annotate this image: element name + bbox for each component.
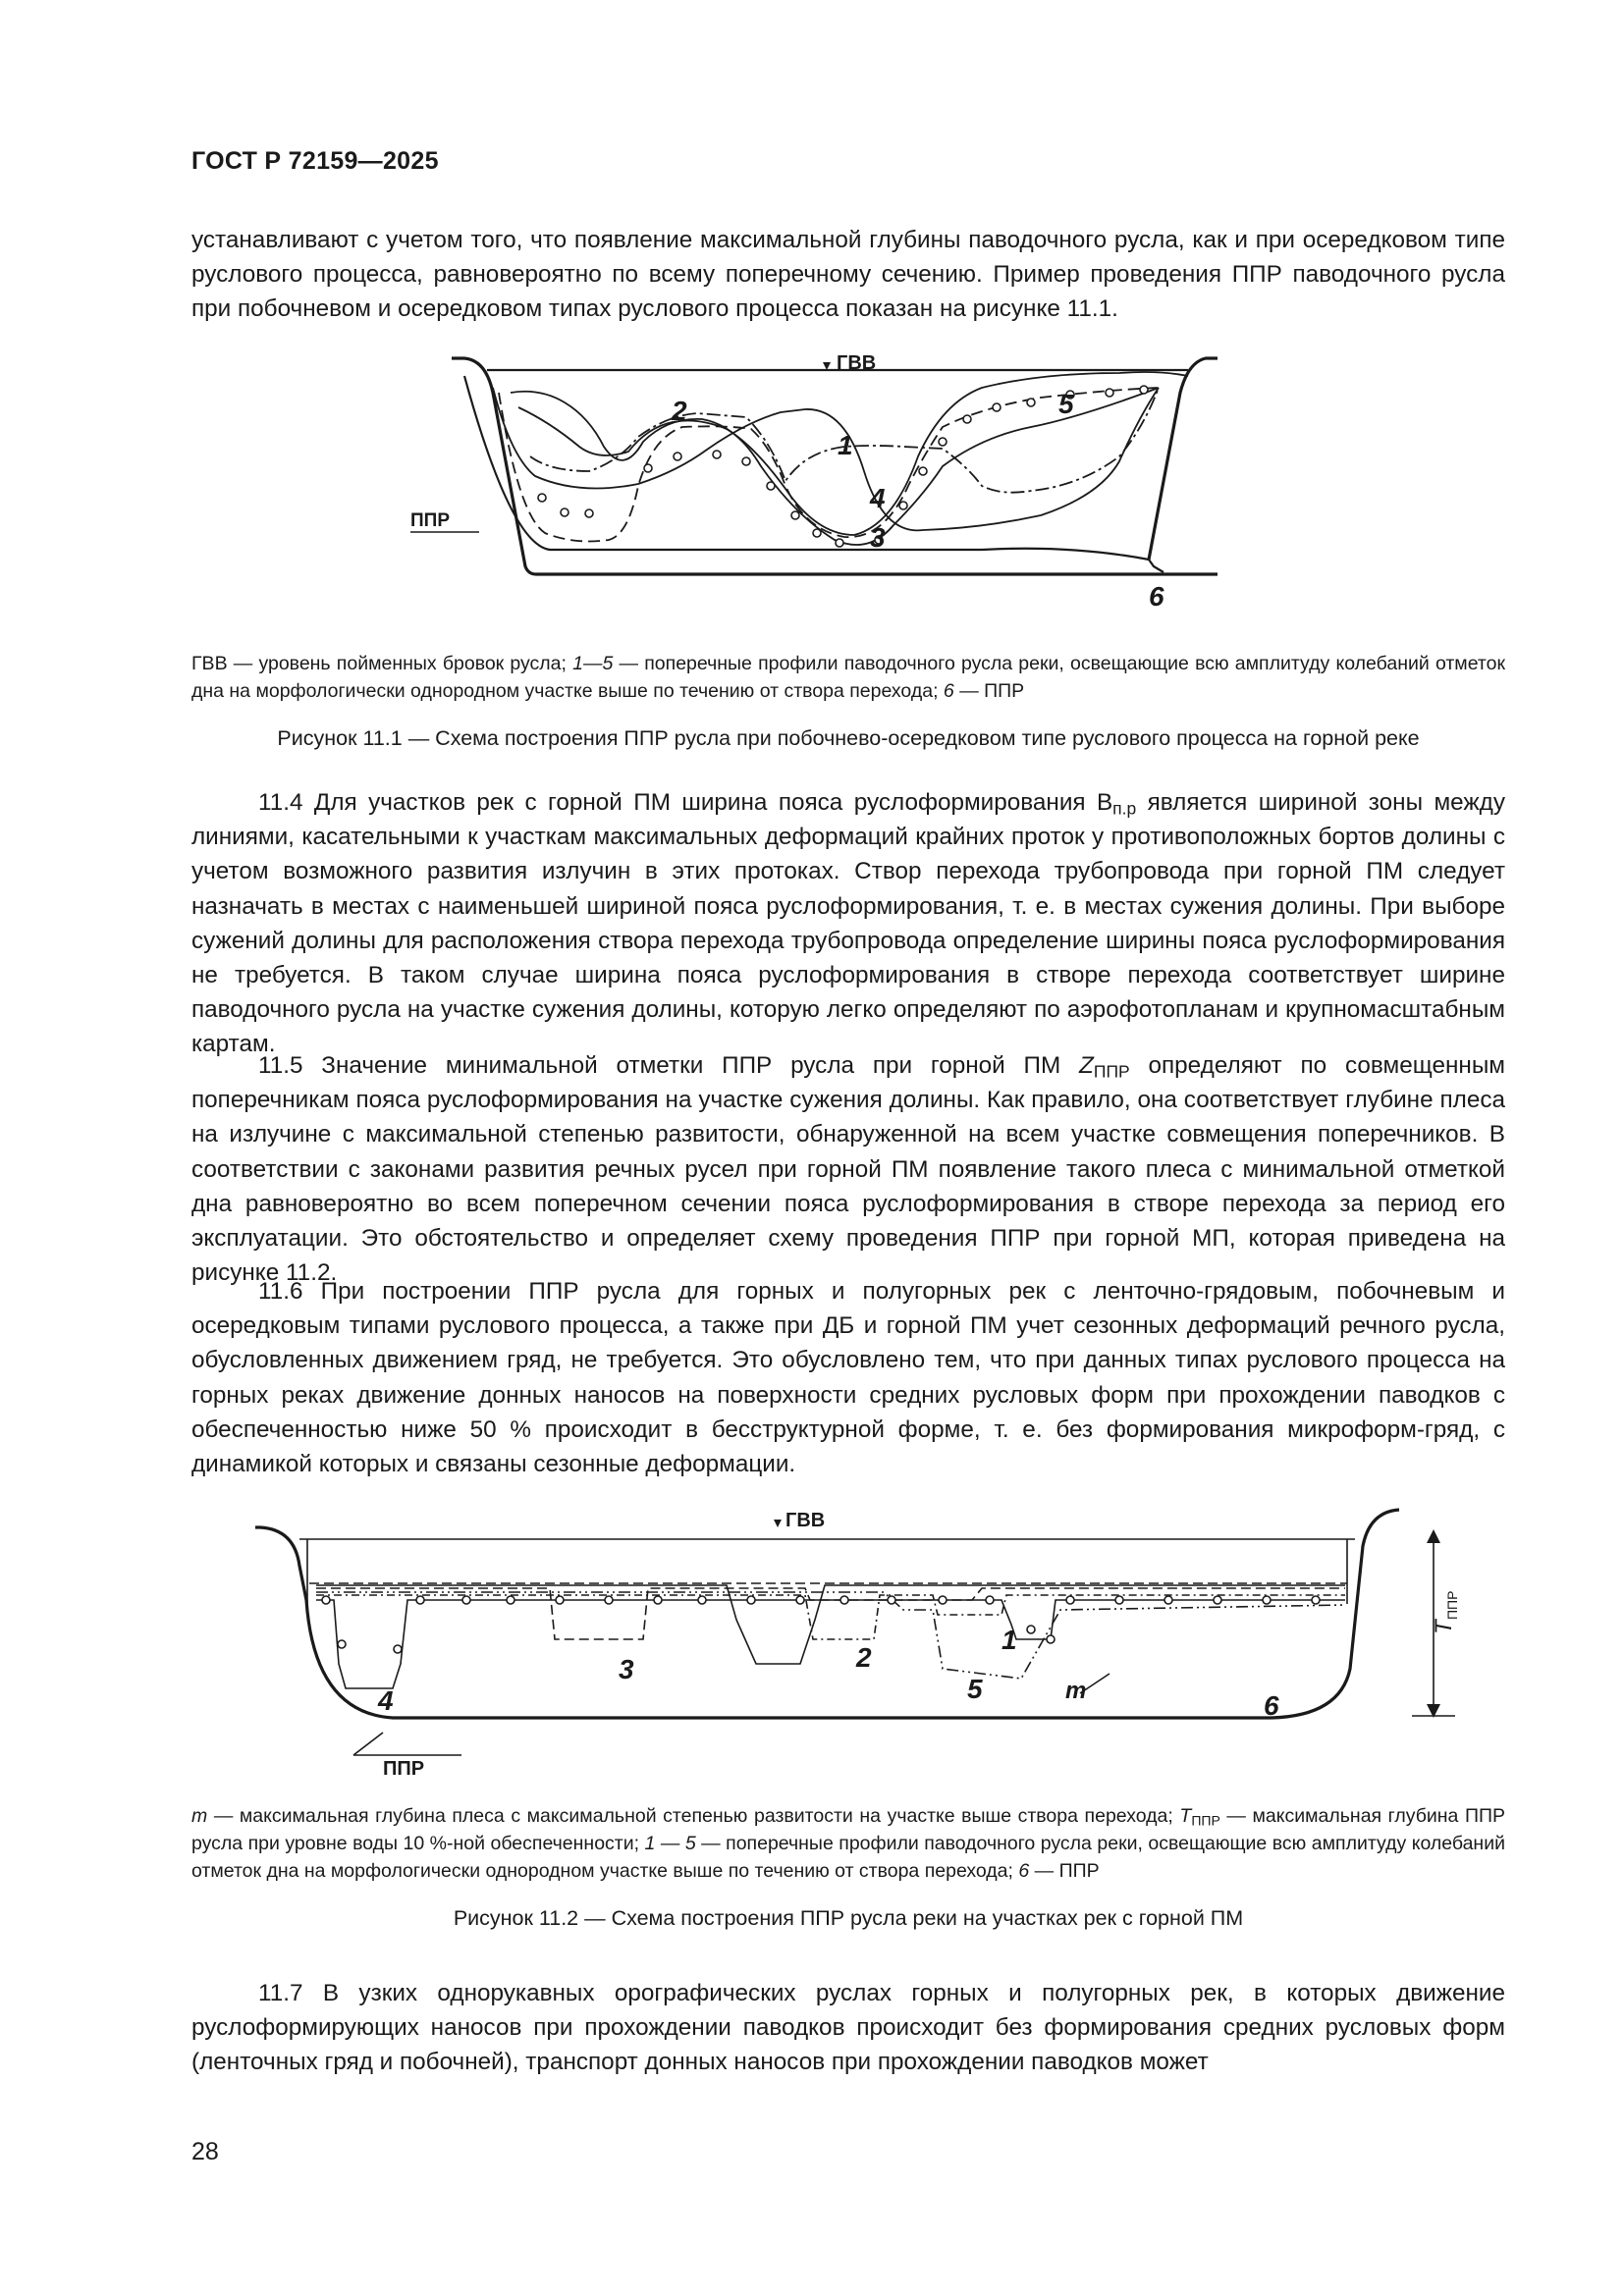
figure-11-1-legend: ГВВ — уровень пойменных бровок русла; 1—5 — поперечные профили паводочного русла реки, освещающие всю амплитуду колебаний отметок дна на морфологически однородном участке выше по течению от створа перехода; 6 — ППР — [191, 653, 1505, 702]
fig1-profile-label-6: 6 — [1149, 581, 1164, 612]
fig2-profile-label-6: 6 — [1264, 1690, 1279, 1721]
fig2-ppr-label: ППР — [383, 1758, 425, 1780]
fig2-bank-left — [255, 1510, 1399, 1718]
fig2-m-label: m — [1065, 1678, 1087, 1704]
fig1-profile-label-2: 2 — [672, 396, 687, 426]
svg-text:ППР: ППР — [1444, 1590, 1460, 1620]
fig2-gvv-marker — [774, 1520, 782, 1527]
paragraph-11-5: 11.5 Значение минимальной отметки ППР русла при горной ПМ $Z_{ППР}$ определяют по совмещенным поперечникам пояса руслоформирования на участке сужения долины. Как правило, она соответствует глубине плеса на излучине с максимальной степенью развитости, обнаруженной на всем участке совмещения поперечников. В соответствии с законами развития речных русел при горной ПМ появление такого плеса с минимальной отметкой дна равновероятно во всем поперечном сечении пояса руслоформирования в створе перехода за период его эксплуатации. Это обстоятельство и определяет схему проведения ППР при горной МП, которая приведена на рисунке 11.2. — [191, 1052, 1505, 1287]
fig2-profile-label-2: 2 — [856, 1642, 872, 1673]
figure-11-1 — [410, 348, 1237, 633]
paragraph-11-4: 11.4 Для участков рек с горной ПМ ширина пояса руслоформирования $В_{п.р}$ является шириной зоны между линиями, касательными к участкам максимальных деформаций крайних проток у противоположных бортов долины с учетом возможного развития излучин в этих протоках. Створ перехода трубопровода при горной ПМ следует назначать в местах с наименьшей шириной пояса руслоформирования, т. е. в местах сужения долины. При выборе сужений долины для расположения створа перехода трубопровода определение ширины пояса руслоформирования не требуется. В таком случае ширина пояса руслоформирования в створе перехода соответствует ширине паводочного русла на участке сужения долины, которую легко определяют по аэрофотопланам и крупномасштабным картам. — [191, 789, 1505, 1058]
svg-text:T: T — [1431, 1620, 1457, 1634]
fig1-ppr-label: ППР — [410, 510, 450, 531]
fig2-profile-4 — [316, 1600, 1345, 1688]
fig2-profile-5 — [316, 1592, 1345, 1679]
fig1-profile-label-1: 1 — [838, 430, 853, 460]
figure-11-2-caption: Рисунок 11.2 — Схема построения ППР русла реки на участках рек с горной ПМ — [453, 1906, 1244, 1930]
figure-11-2 — [255, 1492, 1473, 1787]
fig1-profile-label-3: 3 — [870, 522, 886, 553]
fig1-gvv-label: ГВВ — [837, 352, 877, 374]
fig1-gvv-marker — [823, 362, 831, 370]
fig1-profile-label-5: 5 — [1058, 389, 1074, 419]
fig2-gvv-label: ГВВ — [785, 1510, 826, 1531]
fig1-profile-5 — [518, 372, 1188, 535]
fig2-profile-1 — [316, 1585, 1345, 1664]
paragraph-11-7: 11.7 В узких однорукавных орографических руслах горных и полугорных рек, в которых движение руслоформирующих наносов при прохождении паводков происходит без формирования средних русловых форм (ленточных гряд и побочней), транспорт донных наносов при прохождении паводков может — [191, 1980, 1505, 2076]
fig2-t-label — [1431, 1591, 1460, 1634]
fig2-profile-3 — [316, 1588, 1345, 1639]
fig2-profile-label-3: 3 — [619, 1654, 634, 1684]
fig2-profile-label-5: 5 — [967, 1674, 983, 1704]
page-header: ГОСТ Р 72159—2025 — [191, 147, 439, 175]
figure-11-1-caption: Рисунок 11.1 — Схема построения ППР русла при побочнево-осередковом типе руслового процесса на горной реке — [277, 726, 1420, 750]
intro-paragraph: устанавливают с учетом того, что появление максимальной глубины паводочного русла, как и при осередковом типе руслового процесса, равновероятно по всему поперечному сечению. Пример проведения ППР паводочного русла при побочневом и осередковом типах руслового процесса показан на рисунке 11.1. — [191, 227, 1505, 323]
fig1-profile-label-4: 4 — [870, 483, 886, 513]
fig2-profile-label-4: 4 — [378, 1685, 394, 1716]
figure-11-2-legend: m — максимальная глубина плеса с максимальной степенью развитости на участке выше створа перехода; $T_{ППР}$ — максимальная глубина ППР русла при уровне воды 10 %-ной обеспеченности; 1 — 5 — поперечные профили паводочного русла реки, освещающие всю амплитуду колебаний отметок дна на морфологически однородном участке выше по течению от створа перехода; 6 — ППР — [191, 1805, 1506, 1882]
page-number: 28 — [191, 2138, 219, 2165]
fig2-profile-label-1: 1 — [1001, 1625, 1017, 1655]
paragraph-11-6: 11.6 При построении ППР русла для горных и полугорных рек с ленточно-грядовым, побочневым и осередковым типами руслового процесса, а также при ДБ и горной ПМ учет сезонных деформаций речного русла, обусловленных движением гряд, не требуется. Это обусловлено тем, что при данных типах руслового процесса на горных реках движение донных наносов на поверхности средних русловых форм при прохождении паводков с обеспеченностью ниже 50 % происходит в бесструктурной форме, т. е. без формирования микроформ-гряд, с динамикой которых и связаны сезонные деформации. — [191, 1278, 1505, 1478]
